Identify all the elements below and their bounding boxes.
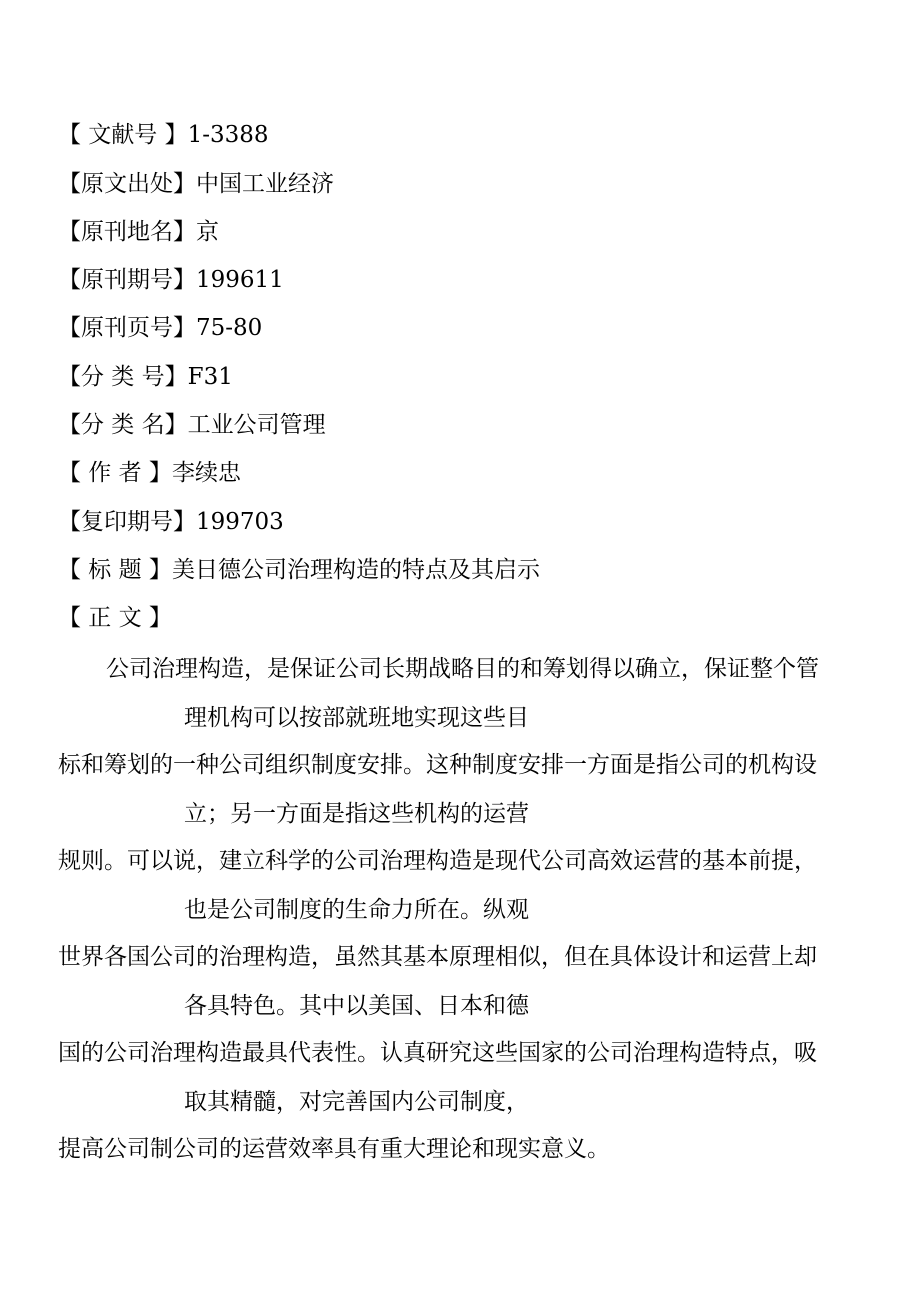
meta-value: 1-3388 [187,122,269,148]
meta-value: 美日德公司治理构造的特点及其启示 [171,557,540,583]
body-line: 公司治理构造，是保证公司长期战略目的和筹划得以确立，保证整个管 [106,656,819,682]
meta-label: 【 正 文 】 [58,605,172,631]
meta-line-source [58,169,334,199]
meta-line-class-name [58,410,326,440]
meta-line-pages [58,313,262,343]
meta-label: 【分 类 名】 [58,412,188,438]
body-line: 提高公司制公司的运营效率具有重大理论和现实意义。 [58,1136,610,1162]
meta-value: F31 [187,364,233,390]
body-line: 立；另一方面是指这些机构的运营 [184,801,529,827]
meta-value: 199703 [196,509,284,535]
body-line: 理机构可以按部就班地实现这些目 [184,705,529,731]
body-line: 规则。可以说，建立科学的公司治理构造是现代公司高效运营的基本前提， [58,848,817,874]
meta-label: 【原刊地名】 [58,219,196,245]
meta-value: 京 [196,219,219,245]
meta-value: 李续忠 [171,460,241,486]
meta-value: 中国工业经济 [196,171,334,197]
meta-label: 【原文出处】 [58,171,196,197]
meta-line-issue [58,265,284,295]
body-line: 国的公司治理构造最具代表性。认真研究这些国家的公司治理构造特点，吸 [58,1040,817,1066]
meta-label: 【复印期号】 [58,509,196,535]
meta-line-doc-number [58,120,269,150]
body-line: 各具特色。其中以美国、日本和德 [184,993,529,1019]
meta-line-place [58,217,219,247]
meta-label: 【原刊期号】 [58,267,196,293]
meta-value: 75-80 [196,315,263,341]
meta-line-reprint-issue [58,507,284,537]
meta-label: 【 作 者 】 [58,460,172,486]
meta-value: 工业公司管理 [187,412,326,438]
body-line: 也是公司制度的生命力所在。纵观 [184,897,529,923]
meta-line-author [58,458,241,488]
meta-label: 【原刊页号】 [58,315,196,341]
meta-value: 199611 [196,267,284,293]
meta-line-body-heading [58,603,172,633]
meta-label: 【 标 题 】 [58,557,172,583]
meta-line-class-number [58,362,233,392]
body-line: 取其精髓，对完善国内公司制度， [184,1089,529,1115]
meta-label: 【 文献号 】 [58,122,188,148]
body-line: 世界各国公司的治理构造，虽然其基本原理相似，但在具体设计和运营上却 [58,944,817,970]
meta-line-title [58,555,540,585]
body-line: 标和筹划的一种公司组织制度安排。这种制度安排一方面是指公司的机构设 [58,752,817,778]
meta-label: 【分 类 号】 [58,364,188,390]
